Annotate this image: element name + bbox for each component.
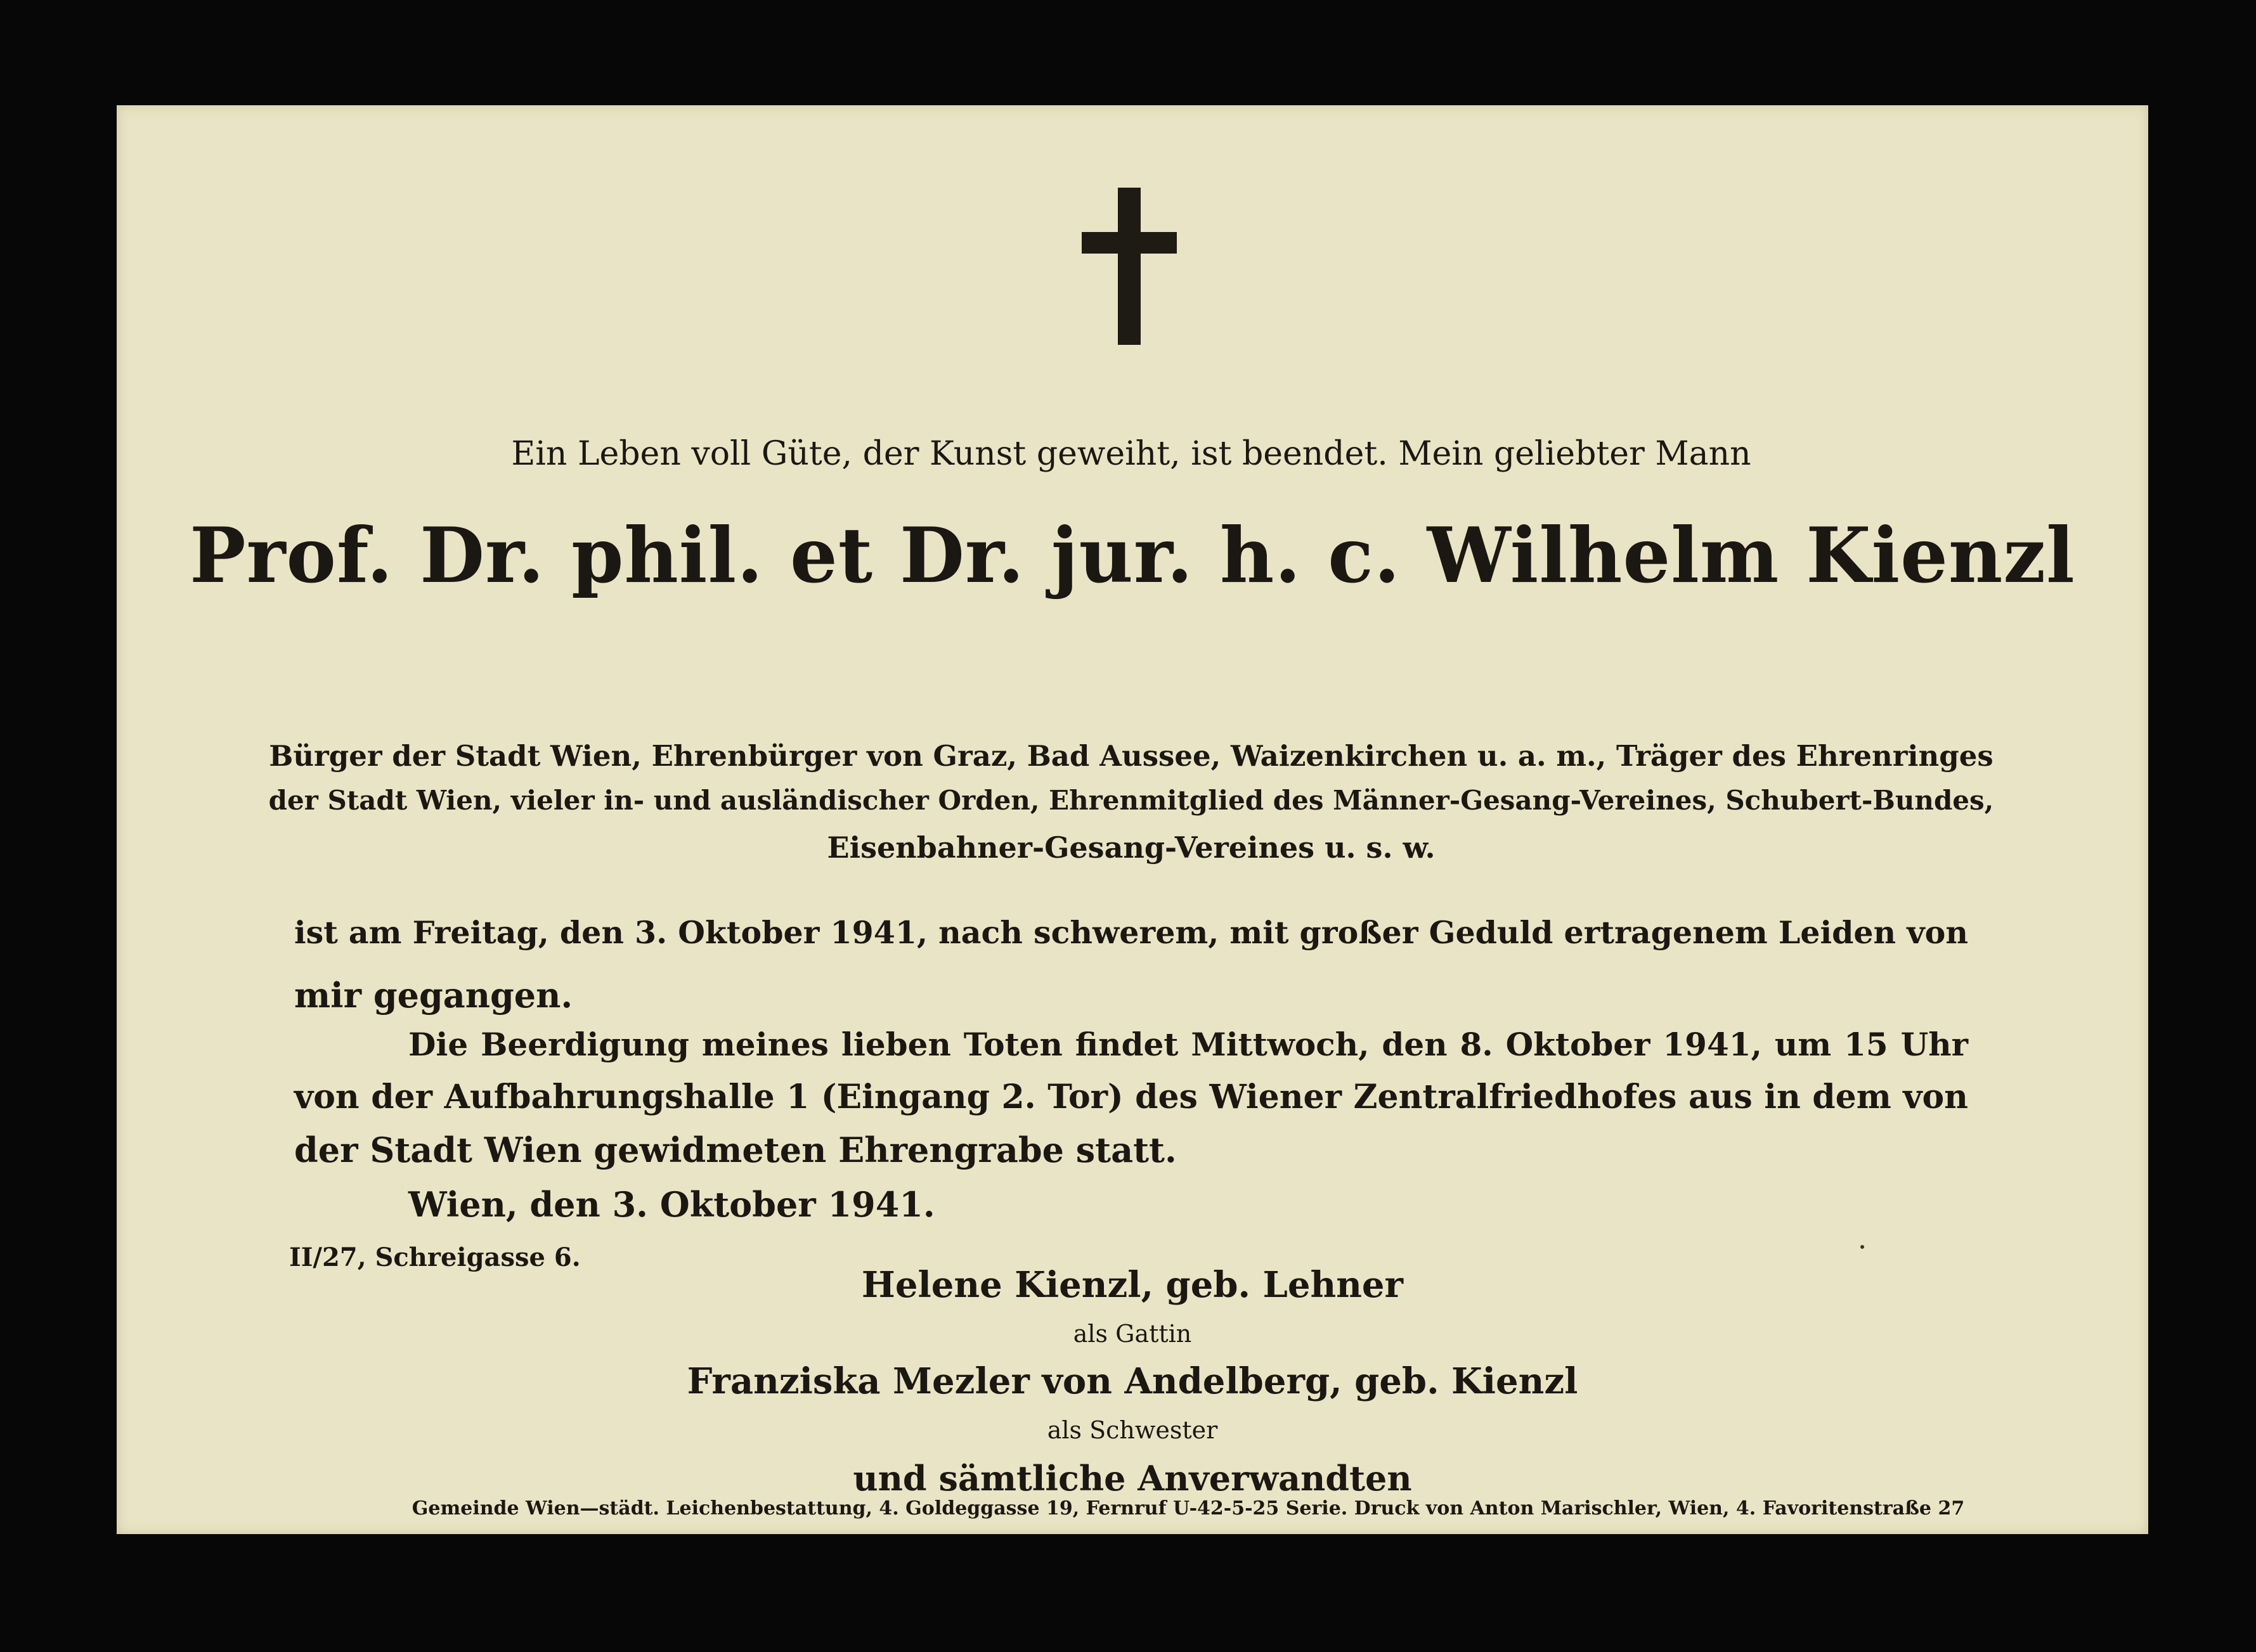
body-line-3: Die Beerdigung meines lieben Toten findet Mittwoch, den 8. Oktober 1941, um 15 Uhr [408,1026,1968,1063]
honors-line-3: Eisenbahner-Gesang-Vereines u. s. w. [827,830,1436,865]
printer-footer: Gemeinde Wien—städt. Leichenbestattung, 4. Goldeggasse 19, Fernruf U-42-5-25 Serie. Druck von Anton Marischler, Wien, 4. Favoritenstraße 27 [412,1497,1965,1520]
honors-line-2: der Stadt Wien, vieler in- und ausländischer Orden, Ehrenmitglied des Männer-Gesang-Vereines, Schubert-Bundes, [268,785,1994,816]
paper-speck [1860,1245,1864,1249]
death-notice-card [117,105,2148,1534]
mourner-name-1: Helene Kienzl, geb. Lehner [861,1264,1404,1306]
address: II/27, Schreigasse 6. [289,1242,581,1272]
honors-line-1: Bürger der Stadt Wien, Ehrenbürger von Graz, Bad Aussee, Waizenkirchen u. a. m., Träger des Ehrenringes [269,739,1993,773]
body-line-1: ist am Freitag, den 3. Oktober 1941, nach schwerem, mit großer Geduld ertragenem Leiden von [294,914,1968,951]
place-date: Wien, den 3. Oktober 1941. [408,1184,935,1225]
mourner-relation-2: als Schwester [1047,1416,1218,1444]
body-line-2: mir gegangen. [294,975,573,1016]
body-line-5: der Stadt Wien gewidmeten Ehrengrabe statt. [294,1130,1177,1170]
mourner-name-2: Franziska Mezler von Andelberg, geb. Kienzl [687,1360,1578,1402]
intro-line: Ein Leben voll Güte, der Kunst geweiht, ist beendet. Mein geliebter Mann [511,435,1751,473]
deceased-name: Prof. Dr. phil. et Dr. jur. h. c. Wilhelm Kienzl [190,511,2075,600]
closing-line: und sämtliche Anverwandten [853,1458,1412,1499]
cross-icon [1082,188,1177,345]
body-line-4: von der Aufbahrungshalle 1 (Eingang 2. Tor) des Wiener Zentralfriedhofes aus in dem von [294,1078,1968,1116]
mourner-relation-1: als Gattin [1073,1320,1192,1348]
